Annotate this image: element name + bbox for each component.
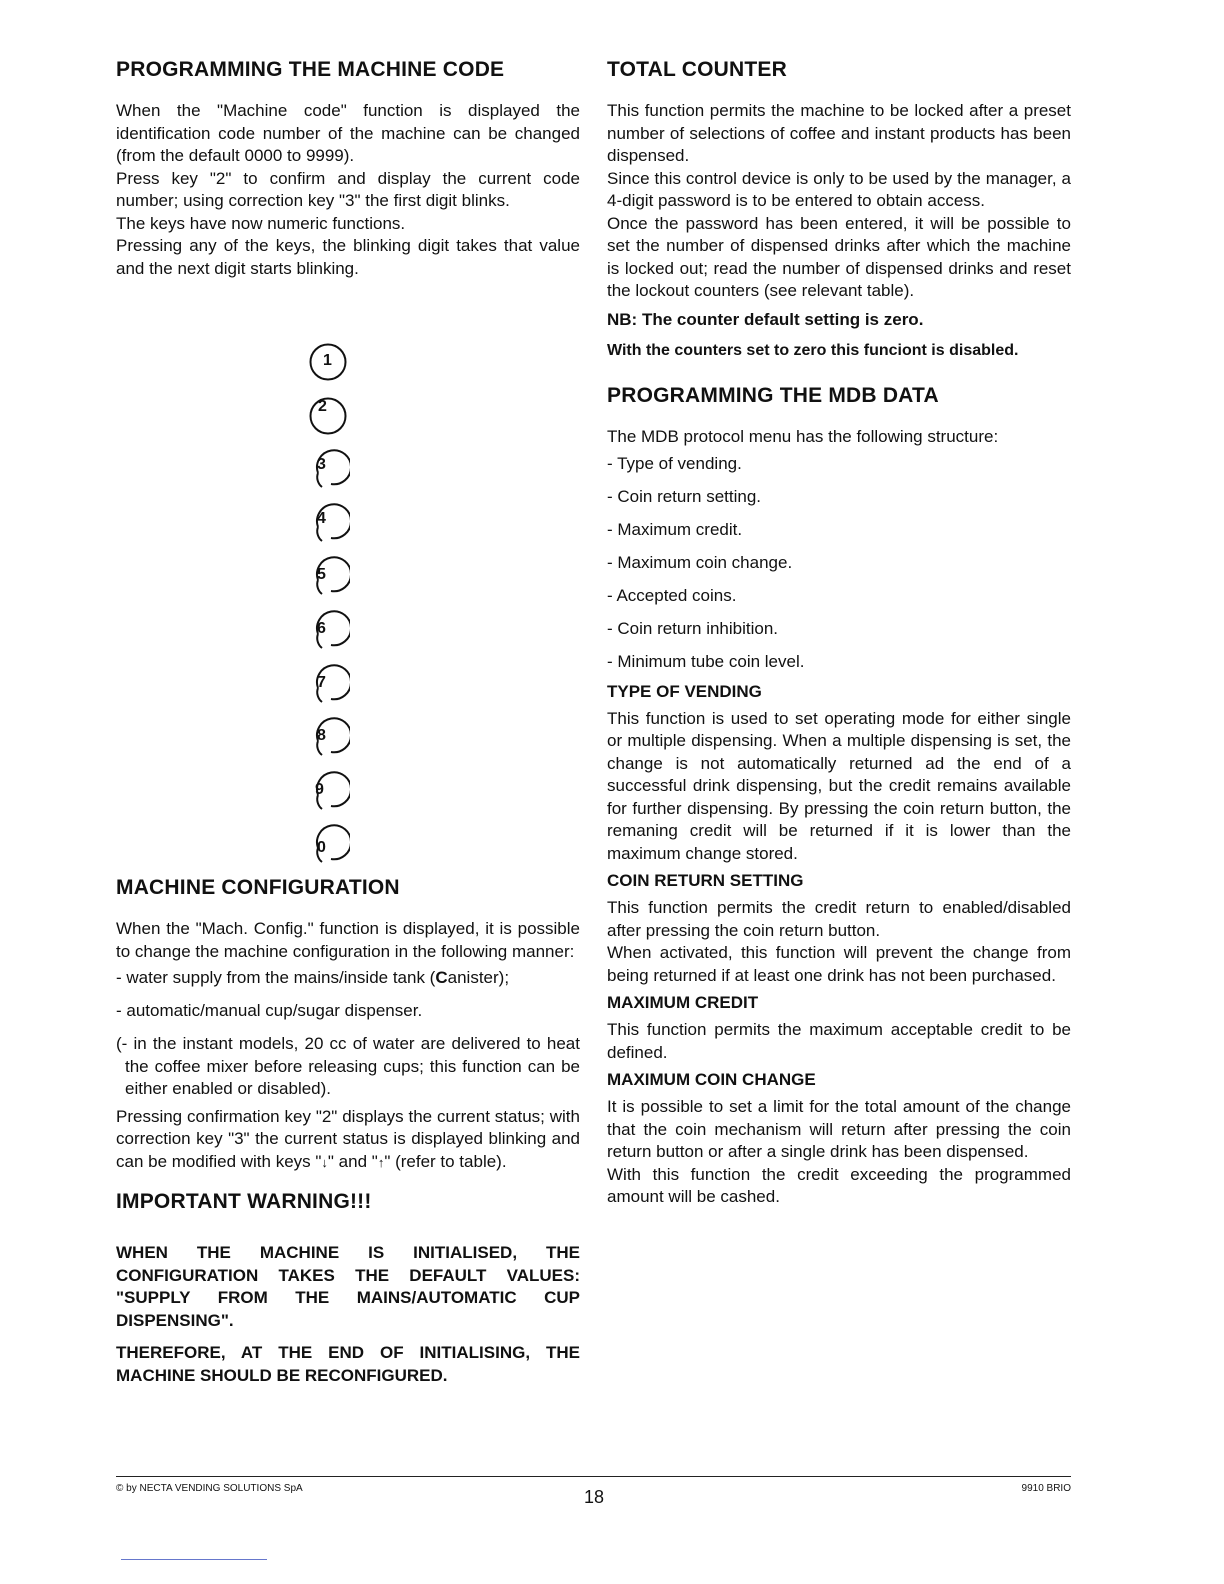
machine-config-intro: When the "Mach. Config." function is displayed, it is possible to change the machine configuration in the following manner: (116, 919, 580, 961)
warning-title: IMPORTANT WARNING!!! (116, 1190, 372, 1213)
mdb-menu-item: - Minimum tube coin level. (607, 652, 805, 671)
total-counter-paragraph: Since this control device is only to be used by the manager, a 4-digit password is to be entered to obtain access. (607, 168, 1071, 210)
counter-disabled-note: With the counters set to zero this funciont is disabled. (607, 341, 1019, 359)
coin-return-setting-section (607, 871, 1071, 987)
mdb-intro: The MDB protocol menu has the following structure: (607, 426, 999, 446)
mdb-menu-item: - Accepted coins. (607, 586, 737, 605)
counter-default-note: NB: The counter default setting is zero. (607, 309, 924, 329)
mdb-section (607, 384, 1071, 674)
warning-section (116, 1190, 580, 1387)
total-counter-section (607, 58, 1071, 362)
machine-code-title: PROGRAMMING THE MACHINE CODE (116, 58, 505, 81)
coin-return-setting-text: This function permits the credit return to enabled/disabled after pressing the coin return button. (607, 898, 1071, 940)
scan-artifact-line (121, 1559, 267, 1560)
config-instructions: Pressing confirmation key "2" displays the current status; with correction key "3" the current status is displayed blinking and can be modified with keys "↓" and "↑" (refer to table). (116, 1106, 580, 1171)
machine-code-paragraph: Press key "2" to confirm and display the current code number; using correction key "3" the first digit blinks. (116, 168, 580, 210)
page-number: 18 (584, 1487, 605, 1507)
footer-divider (116, 1476, 1071, 1477)
left-column (116, 58, 580, 280)
key-7-icon: 7 (306, 662, 350, 706)
maximum-credit-text: This function permits the maximum acceptable credit to be defined. (607, 1020, 1071, 1062)
key-1-icon: 1 (306, 340, 350, 384)
arrow-up-icon: ↑ (377, 1154, 385, 1170)
mdb-menu-item: - Maximum coin change. (607, 553, 793, 572)
key-9-icon: 9 (306, 769, 350, 813)
mdb-menu-item: - Maximum credit. (607, 520, 743, 539)
key-0-icon: 0 (306, 822, 350, 866)
config-item-water: - water supply from the mains/inside tank (Canister); (116, 968, 510, 987)
key-2-icon: 2 (306, 394, 350, 438)
right-column (607, 58, 1071, 1209)
key-3-icon: 3 (306, 447, 350, 491)
type-of-vending-section (607, 682, 1071, 866)
mdb-menu-item: - Coin return setting. (607, 487, 762, 506)
maximum-coin-change-text: With this function the credit exceeding the programmed amount will be cashed. (607, 1164, 1071, 1206)
machine-code-paragraph: When the "Machine code" function is displayed the identification code number of the machine can be changed (from the default 0000 to 9999). (116, 101, 580, 165)
config-item-instant: (- in the instant models, 20 cc of water are delivered to heat the coffee mixer before releasing cups; this function can be either enabled or disabled). (116, 1034, 580, 1098)
coin-return-setting-title: COIN RETURN SETTING (607, 871, 804, 890)
maximum-coin-change-title: MAXIMUM COIN CHANGE (607, 1070, 816, 1089)
key-6-icon: 6 (306, 608, 350, 652)
key-8-icon: 8 (306, 715, 350, 759)
warning-paragraph: THEREFORE, AT THE END OF INITIALISING, THE MACHINE SHOULD BE RECONFIGURED. (116, 1343, 580, 1385)
mdb-title: PROGRAMMING THE MDB DATA (607, 383, 939, 407)
footer-model: 9910 BRIO (1021, 1483, 1071, 1494)
machine-code-paragraph: Pressing any of the keys, the blinking digit takes that value and the next digit starts blinking. (116, 236, 580, 278)
mdb-menu-item: - Type of vending. (607, 454, 742, 473)
type-of-vending-text: This function is used to set operating mode for either single or multiple dispensing. When a multiple dispensing is set, the change is not automatically returned ad the end of a successful drink dispensing, but the credit remains available for further dispensing. By pressing the coin return button, the remaning credit will be returned if it is lower than the maximum change stored. (607, 708, 1071, 863)
type-of-vending-title: TYPE OF VENDING (607, 681, 762, 701)
warning-paragraph: WHEN THE MACHINE IS INITIALISED, THE CONFIGURATION TAKES THE DEFAULT VALUES: "SUPPLY FROM THE MAINS/AUTOMATIC CUP DISPENSING". (116, 1243, 580, 1330)
key-4-icon: 4 (306, 501, 350, 545)
maximum-coin-change-text: It is possible to set a limit for the total amount of the change that the coin mechanism will return after pressing the coin return button or after a single drink has been dispensed. (607, 1097, 1071, 1161)
maximum-coin-change-section (607, 1070, 1071, 1209)
left-column-lower (116, 876, 580, 1397)
config-item-cup: - automatic/manual cup/sugar dispenser. (116, 1001, 423, 1020)
arrow-down-icon: ↓ (321, 1154, 328, 1170)
numeric-keys-diagram (306, 340, 352, 876)
total-counter-paragraph: This function permits the machine to be locked after a preset number of selections of coffee and instant products has been dispensed. (607, 101, 1071, 165)
total-counter-title: TOTAL COUNTER (607, 58, 787, 81)
mdb-menu-item: - Coin return inhibition. (607, 619, 779, 638)
machine-config-section (116, 876, 580, 1174)
machine-code-section (116, 58, 580, 280)
coin-return-setting-text: When activated, this function will prevent the change from being returned if at least one drink has not been purchased. (607, 943, 1071, 985)
key-5-icon: 5 (306, 554, 350, 598)
total-counter-paragraph: Once the password has been entered, it will be possible to set the number of dispensed drinks after which the machine is locked out; read the number of dispensed drinks and reset the lockout counters (see relevant table). (607, 213, 1071, 300)
footer-copyright: © by NECTA VENDING SOLUTIONS SpA (116, 1483, 303, 1494)
maximum-credit-title: MAXIMUM CREDIT (607, 993, 759, 1012)
machine-config-title: MACHINE CONFIGURATION (116, 876, 400, 899)
machine-code-paragraph: The keys have now numeric functions. (116, 213, 406, 233)
maximum-credit-section (607, 993, 1071, 1064)
